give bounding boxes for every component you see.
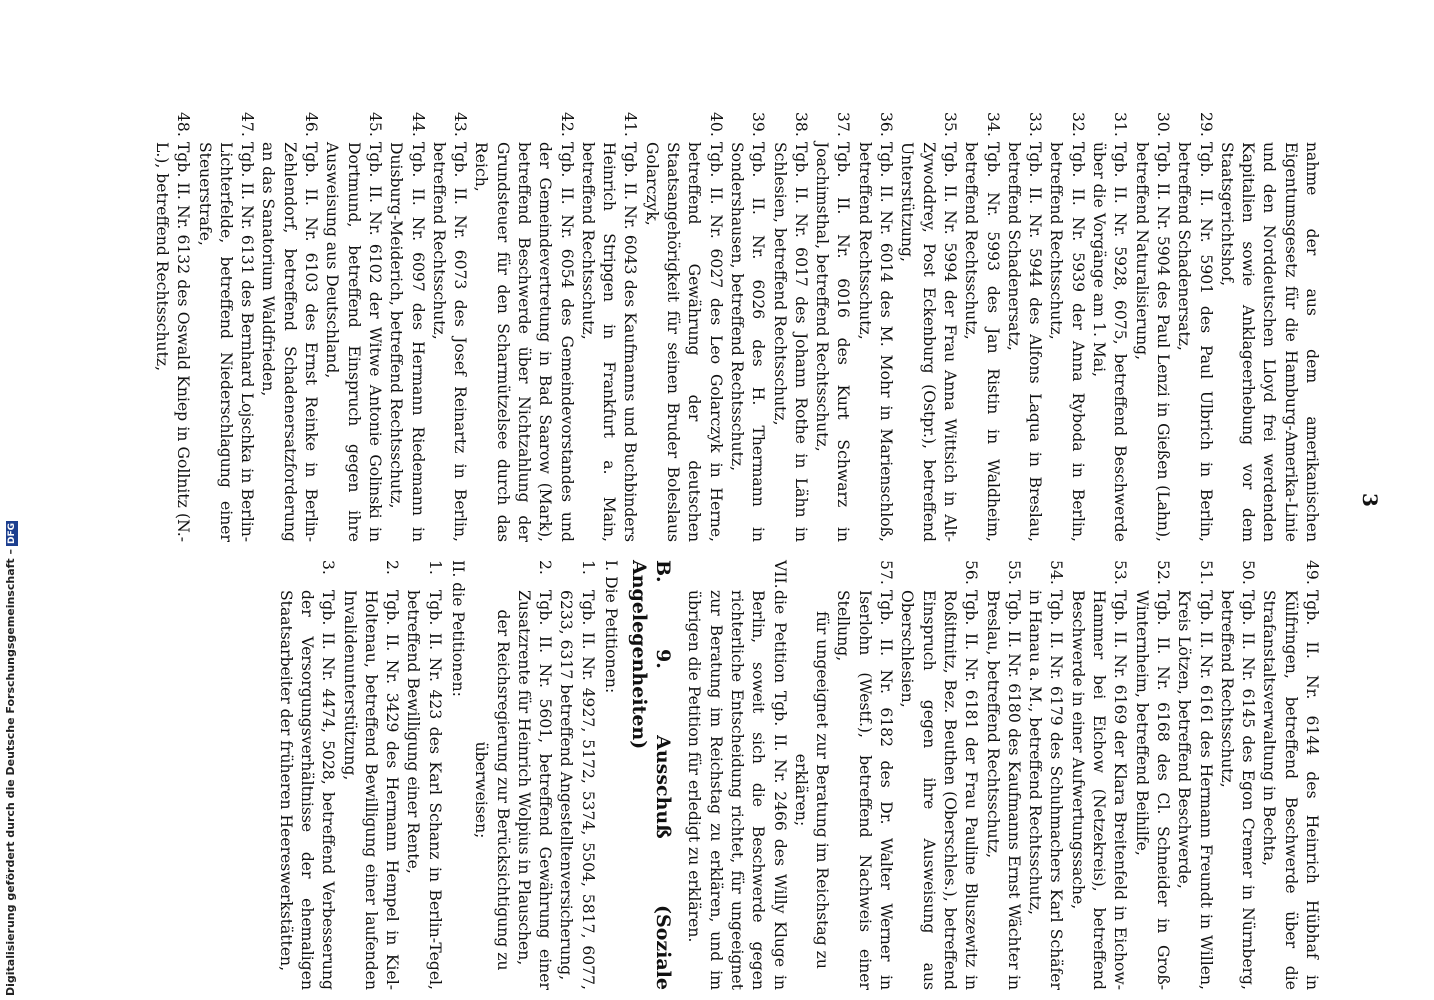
entry-number: 39. [749, 112, 768, 137]
petition-entry [1216, 560, 1259, 990]
entry-text: Tgb. II. Nr. 6179 des Schuhmachers Karl Schäfer in Hanau a. M., betreffend Rechtsschutz, [1026, 590, 1066, 990]
petition-entry [1258, 560, 1322, 990]
entry-number: 45. [365, 112, 384, 137]
funding-note-text: Digitalisierung gefördert durch die Deutsche Forschungsgemeinschaft – [4, 549, 17, 996]
petition-entry [428, 112, 471, 542]
entry-number: 35. [940, 112, 959, 137]
entry-number: 46. [302, 112, 321, 137]
petition-entry [981, 560, 1024, 990]
petition-entry [577, 112, 641, 542]
page-number: 3 [1358, 493, 1382, 507]
petition-entry [193, 112, 257, 542]
petition-entry [960, 112, 1003, 542]
entry-text: Tgb. II. Nr. 6180 des Kaufmanns Ernst Wächter in Breslau, betreffend Rechtsschutz, [983, 590, 1023, 990]
part-i-title: I. Die Petitionen: [602, 560, 621, 694]
section-heading: B. 9. Ausschuß (Soziale Angelegenheiten) [628, 560, 675, 990]
petition-entry [338, 560, 402, 990]
petition-entry [274, 560, 338, 990]
entry-number: 2. [383, 560, 402, 575]
resolution-text: für ungeeignet zur Beratung im Reichstag zu erklären; [791, 611, 832, 969]
entry-text: Tgb. II. Nr. 6144 des Heinrich Hübhaf in Külfringen, betreffend Beschwerde über die Strafanstaltsverwaltung in Bechta, [1260, 590, 1321, 990]
entry-number: 49. [1303, 560, 1321, 585]
entry-number: 1. [578, 560, 597, 575]
funding-note [4, 521, 18, 996]
entry-text: Tgb. II. Nr. 6026 des H. Thermann in Sondershausen, betreffend Rechtsschutz, [727, 142, 768, 542]
petition-entry [811, 112, 854, 542]
petition-entry [1066, 560, 1130, 990]
entry-number: 38. [791, 112, 810, 137]
petition-entry [726, 112, 769, 542]
right-column [274, 560, 1322, 990]
entry-number: 42. [557, 112, 576, 137]
petition-entry [1024, 560, 1067, 990]
entry-text: Tgb. II. Nr. 5901 des Paul Ulbrich in Berlin, betreffend Schadenersatz, [1175, 142, 1215, 542]
petition-entry [1045, 112, 1088, 542]
petition-entry [1130, 560, 1173, 990]
petition-entry [151, 112, 194, 542]
entry-number: 33. [1026, 112, 1045, 137]
entry-text: Tgb. II. Nr. 3429 des Hermann Hempel in Kiel-Holtenau, betreffend Bewilligung einer laufenden Invalidenunterstützung, [340, 590, 402, 990]
entry-number: 31. [1111, 112, 1130, 137]
petition-entry [470, 112, 576, 542]
entry-text: Tgb. II. Nr. 6103 des Ernst Reinke in Berlin-Zehlendorf, betreffend Schadenersatzforderung an das Sanatorium Waldfrieden, [259, 142, 321, 542]
entry-text: Tgb. II. Nr. 6054 des Gemeindevorstandes und der Gemeindevertretung in Bad Saarow (Mark), betreffend Beschwerde über Nichtzahlung der Grundsteuer für den Scharmützelsee durch das Reich, [472, 142, 576, 542]
entry-text: Tgb. II. Nr. 6073 des Josef Reinartz in Berlin, betreffend Rechtsschutz, [429, 142, 470, 542]
entry-number: 53. [1111, 560, 1130, 585]
entry-number: 48. [174, 112, 193, 137]
entry-text: Tgb. II. Nr. 6181 der Frau Pauline Bluszewitz in Roßittnitz, Bez. Beuthen (Oberschles.), betreffend Einspruch gegen ihre Ausweisung aus Oberschlesien, [898, 590, 981, 990]
entry-text: Tgb. II. Nr. 6168 des Cl. Schneider in Groß-Winternheim, betreffend Beihilfe, [1132, 590, 1172, 990]
entry-text: Tgb. II. Nr. 5994 der Frau Anna Wittsich in Alt-Zywoddrey, Post Eckenburg (Ostpr.), betreffend Unterstützung, [898, 142, 959, 542]
entry-number: 52. [1153, 560, 1172, 585]
entry-text: Tgb. II. Nr. 6131 des Bernhard Lojschka in Berlin-Lichterfelde, betreffend Niederschlagung einer Steuerstrafe, [195, 142, 257, 542]
entry-text: Tgb. II. Nr. 5944 des Alfons Laqua in Breslau, betreffend Schadenersatz, [1004, 142, 1045, 542]
entry-text: Tgb. II. Nr. 6182 des Dr. Walter Werner in Iserlohn (Westf.), betreffend Nachweis einer Stellung, [834, 590, 896, 990]
entry-number: 30. [1153, 112, 1172, 137]
entry-text: die Petition Tgb. II. Nr. 2466 des Willy Kluge in Berlin, soweit sich die Beschwerde gegen richterliche Entscheidung richtet, für ungeeignet zur Beratung im Reichstag zu erklären, und im übrigen die Petition für erledigt zu erklären. [685, 590, 789, 990]
entry-number: 50. [1239, 560, 1258, 585]
entry-number: 54. [1047, 560, 1066, 585]
petition-entry [555, 560, 598, 990]
entry-number: 37. [834, 112, 853, 137]
petition-entry [896, 112, 960, 542]
petition-entry [768, 112, 811, 542]
entry-text: Tgb. II. Nr. 6017 des Johann Rothe in Lähn in Schlesien, betreffend Rechtsschutz, [770, 142, 810, 542]
entry-number: 41. [621, 112, 640, 137]
petition-entry [1130, 112, 1173, 542]
petition-entry [1088, 112, 1131, 542]
entry-text: nahme der aus dem amerikanischen Eigentumsgesetz für die Hamburg-Amerika-Linie und den Norddeutschen Lloyd frei werdenden Kapitalien sowie Anklageerhebung vor dem Staatsgerichtshof, [1217, 142, 1321, 542]
petition-entry [321, 112, 385, 542]
entry-text: Tgb. Nr. 5993 des Jan Ristin in Waldheim, betreffend Rechtsschutz, [962, 142, 1002, 542]
petition-entry [1173, 560, 1216, 990]
section-vii [683, 560, 789, 990]
entry-text: Tgb. II. Nr. 5601, betreffend Gewährung einer Zusatzrente für Heinrich Wolpius in Plauschen, [514, 590, 555, 990]
entry-number: 44. [408, 112, 427, 137]
entry-number: 36. [877, 112, 896, 137]
entry-number: 43. [451, 112, 470, 137]
entry-number: 1. [425, 560, 444, 575]
petition-entry [641, 112, 726, 542]
part-ii-title: II. die Petitionen: [449, 560, 468, 697]
entry-number: 34. [983, 112, 1002, 137]
entry-number: VII. [770, 560, 789, 589]
entry-number: 57. [877, 560, 896, 585]
petition-entry [257, 112, 321, 542]
petition-entry [1173, 112, 1216, 542]
entry-text: Tgb. II. Nr. 4927, 5172, 5374, 5504, 5817, 6077, 6233, 6317 betreffend Angestelltenversicherung, [557, 590, 597, 990]
resolution-text: der Reichsregierung zur Berücksichtigung zu überweisen; [472, 609, 512, 971]
entry-number: 51. [1196, 560, 1215, 585]
petition-entry [402, 560, 445, 990]
entry-number: 40. [706, 112, 725, 137]
entry-text: Tgb. II. Nr. 6161 des Hermann Freundt in Willen, Kreis Lötzen, betreffend Beschwerde, [1175, 590, 1215, 990]
entry-text: Tgb. II. Nr. 6016 des Kurt Schwarz in Joachimsthal, betreffend Rechtsschutz, [813, 142, 853, 542]
entry-number: 3. [319, 560, 338, 575]
petition-entry [1216, 112, 1322, 542]
left-column [151, 112, 1322, 542]
entry-text: Tgb. II. Nr. 423 des Karl Schanz in Berlin-Tegel, betreffend Bewilligung einer Rente, [404, 590, 444, 990]
entry-number: 56. [962, 560, 981, 585]
entry-text: Tgb. II. Nr. 6102 der Witwe Antonie Golinski in Dortmund, betreffend Einspruch gegen ihre Ausweisung aus Deutschland, [323, 142, 384, 542]
petition-entry [853, 112, 896, 542]
entry-text: Tgb. II. Nr. 6169 der Klara Breitenfeld in Eichow-Hammer bei Eichow (Netzekreis), betreffend Beschwerde in einer Aufwertungssache, [1068, 590, 1130, 990]
petition-entry [513, 560, 556, 990]
entry-text: Tgb. II. Nr. 6043 des Kaufmanns und Buchbinders Heinrich Stripgen in Frankfurt a. Main, betreffend Rechtsschutz, [578, 142, 640, 542]
entry-number: 55. [1004, 560, 1023, 585]
entry-number: 32. [1068, 112, 1087, 137]
petition-entry [896, 560, 981, 990]
entry-text: Tgb. II. Nr. 4474, 5028, betreffend Verbesserung der Versorgungsverhältnisse der ehemaligen Staatsarbeiter der früheren Heereswerkstätten, [276, 590, 338, 990]
dfg-logo: DFG [7, 522, 17, 544]
entry-text: Tgb. II. Nr. 6132 des Oswald Kniep in Gollnitz (N.-L.), betreffend Rechtsschutz, [152, 142, 193, 542]
entry-text: Tgb. II. Nr. 5904 des Paul Lenzi in Gießen (Lahn), betreffend Naturalisierung, [1132, 142, 1172, 542]
entry-number: 47. [238, 112, 257, 137]
entry-text: Tgb. II. Nr. 6014 des M. Mohr in Marienschloß, betreffend Rechtsschutz, [855, 142, 896, 542]
entry-text: Tgb. II. Nr. 5928, 6075, betreffend Beschwerde über die Vorgänge am 1. Mai, [1090, 142, 1130, 542]
entry-text: Tgb. II. Nr. 6097 des Hermann Riedemann in Duisburg-Meiderich, betreffend Rechtsschutz, [387, 142, 427, 542]
entry-text: Tgb. II. Nr. 6145 des Egon Cremer in Nürnberg, betreffend Rechtsschutz, [1217, 590, 1258, 990]
entry-number: 29. [1196, 112, 1215, 137]
entry-text: Tgb. II. Nr. 5939 der Anna Ryboda in Berlin, betreffend Rechtsschutz, [1047, 142, 1087, 542]
petition-entry [1003, 112, 1046, 542]
petition-entry [385, 112, 428, 542]
petition-entry [832, 560, 896, 990]
entry-text: Tgb. II. Nr. 6027 des Leo Golarczyk in Herne, betreffend Gewährung der deutschen Staatsangehörigkeit für seinen Bruder Boleslaus Golarczyk, [642, 142, 725, 542]
entry-number: 2. [536, 560, 555, 575]
